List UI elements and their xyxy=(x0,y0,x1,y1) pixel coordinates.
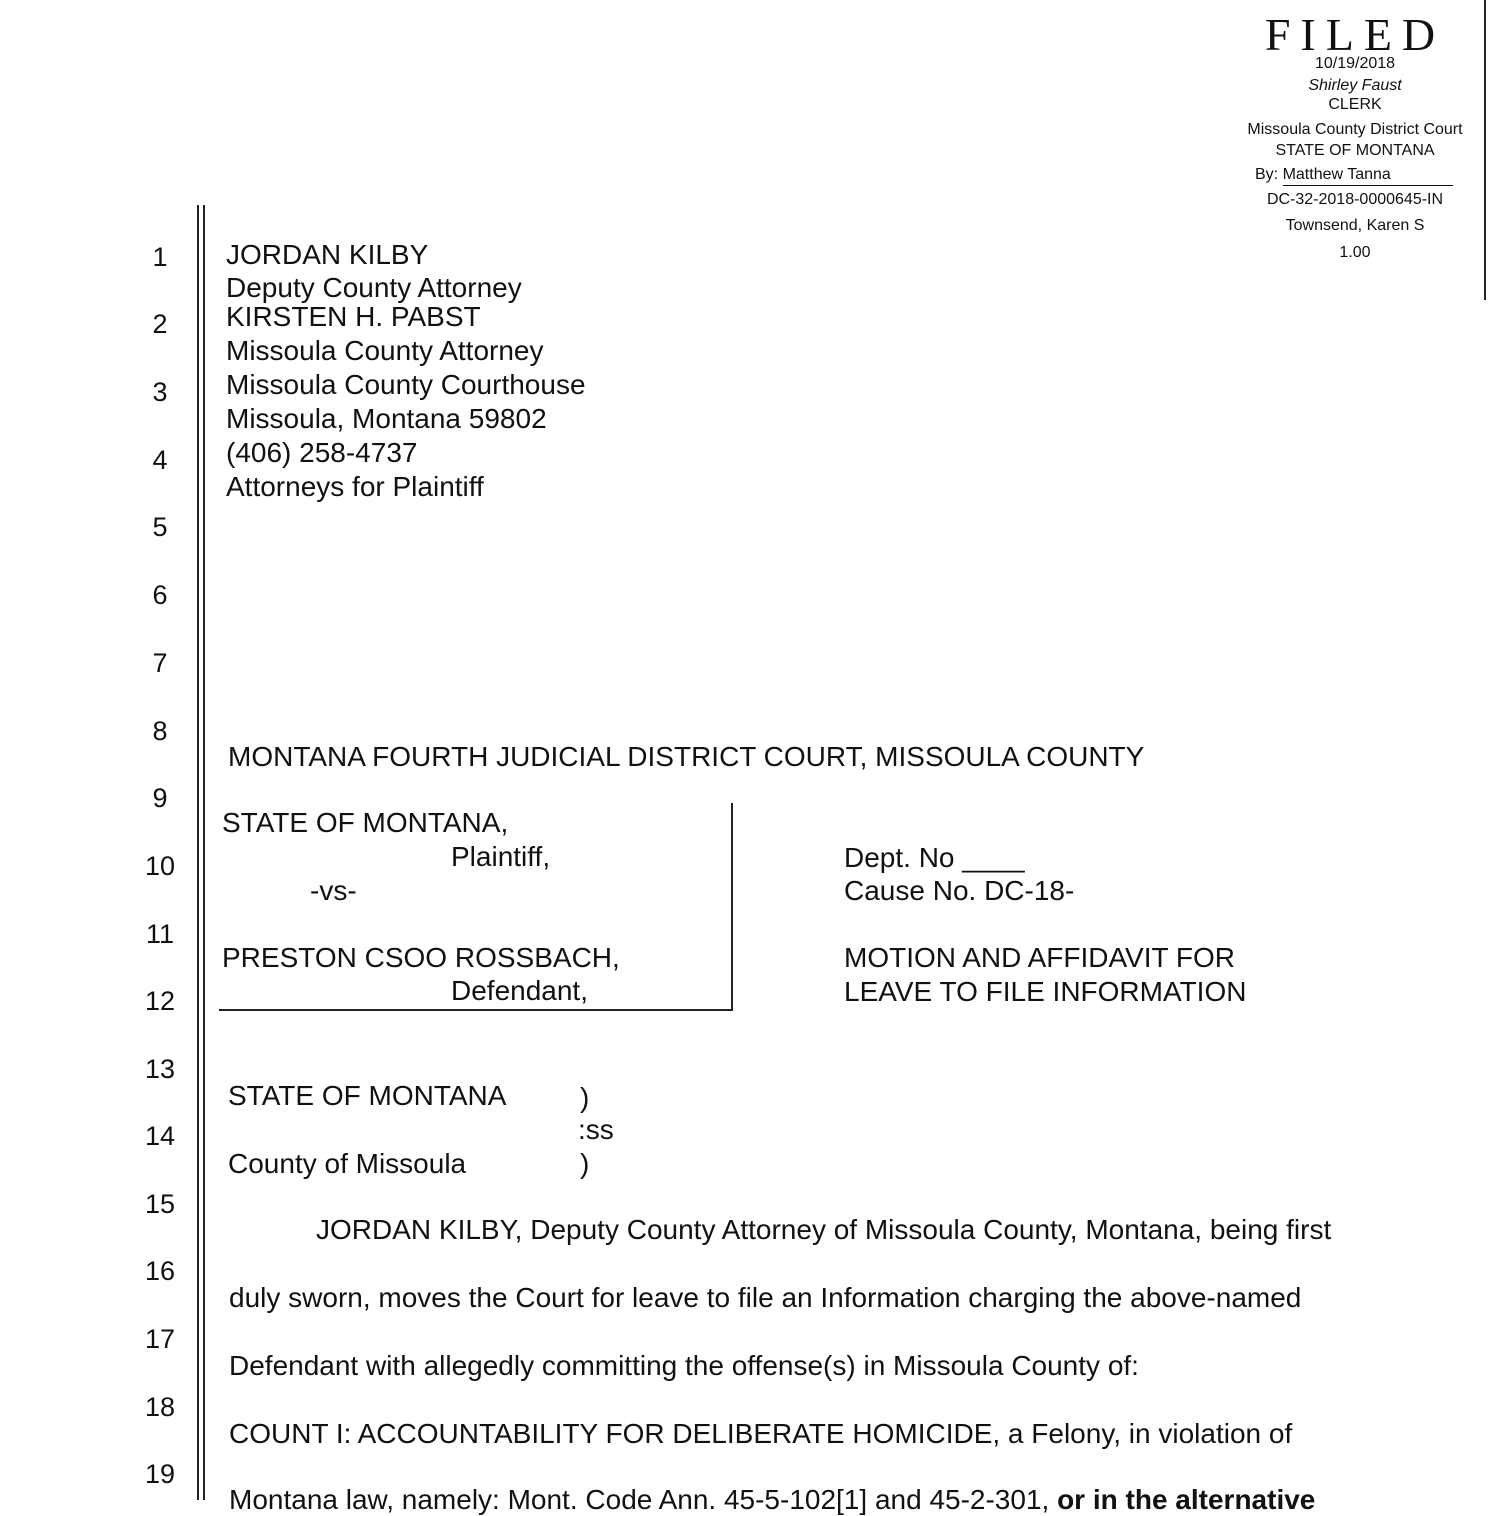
plaintiff-label: Plaintiff, xyxy=(451,841,551,872)
filed-date: 10/19/2018 xyxy=(1314,55,1396,72)
line-number: 12 xyxy=(144,986,176,1016)
attorney-line: (406) 258-4737 xyxy=(226,437,418,468)
line-number: 9 xyxy=(152,783,168,813)
line-number: 10 xyxy=(144,851,176,881)
line-number: 19 xyxy=(144,1459,176,1489)
attorney-line: Missoula County Courthouse xyxy=(226,369,586,400)
line-number: 4 xyxy=(152,445,168,475)
attorney-line: JORDAN KILBY xyxy=(226,239,429,270)
document-title-line2: LEAVE TO FILE INFORMATION xyxy=(844,976,1247,1007)
court-title: MONTANA FOURTH JUDICIAL DISTRICT COURT, MISSOULA COUNTY xyxy=(228,741,1145,772)
line-number: 5 xyxy=(152,512,168,542)
attorney-line: Attorneys for Plaintiff xyxy=(226,471,484,502)
stamp-judge: Townsend, Karen S xyxy=(1285,217,1425,234)
body-line: Defendant with allegedly committing the offense(s) in Missoula County of: xyxy=(229,1350,1139,1381)
body-line: duly sworn, moves the Court for leave to file an Information charging the above-named xyxy=(229,1282,1302,1313)
body-line: JORDAN KILBY, Deputy County Attorney of Missoula County, Montana, being first xyxy=(316,1214,1332,1245)
stamp-court: Missoula County District Court xyxy=(1247,121,1463,138)
line-number: 18 xyxy=(144,1392,176,1422)
line-number: 8 xyxy=(152,716,168,746)
caption-side-rule xyxy=(731,803,733,1011)
document-title-line1: MOTION AND AFFIDAVIT FOR xyxy=(844,942,1235,973)
venue-paren: ) xyxy=(580,1082,590,1113)
line-number: 13 xyxy=(144,1054,176,1084)
clerk-title: CLERK xyxy=(1328,96,1382,113)
cause-number: Cause No. DC-18- xyxy=(844,875,1075,906)
defendant-label: Defendant, xyxy=(451,975,588,1006)
line-number: 3 xyxy=(152,377,168,407)
stamp-case-id: DC-32-2018-0000645-IN xyxy=(1266,191,1444,208)
line-number: 2 xyxy=(152,309,168,339)
filed-heading: FILED xyxy=(1264,9,1446,60)
line-number: 11 xyxy=(145,919,175,949)
plaintiff-name: STATE OF MONTANA, xyxy=(222,807,509,838)
attorney-line: Missoula County Attorney xyxy=(226,335,544,366)
line-number: 7 xyxy=(152,648,168,678)
line-number: 15 xyxy=(144,1189,176,1219)
stamp-by xyxy=(1255,165,1500,186)
venue-county: County of Missoula xyxy=(228,1148,467,1179)
body-line xyxy=(229,1484,1315,1516)
venue-ss: :ss xyxy=(578,1114,614,1145)
alternative-text: or in the alternative xyxy=(1057,1484,1316,1515)
line-number: 16 xyxy=(144,1256,176,1286)
dept-number: Dept. No ____ xyxy=(844,842,1025,873)
venue-paren: ) xyxy=(580,1148,590,1179)
venue-state: STATE OF MONTANA xyxy=(228,1080,507,1111)
stamp-state: STATE OF MONTANA xyxy=(1275,142,1435,159)
by-name: Matthew Tanna xyxy=(1283,165,1453,186)
caption-bottom-rule xyxy=(219,1009,733,1011)
statute-text: Montana law, namely: Mont. Code Ann. 45-5-102[1] and 45-2-301, xyxy=(229,1484,1058,1515)
attorney-line: Deputy County Attorney xyxy=(226,272,522,303)
line-number: 14 xyxy=(144,1121,176,1151)
by-label: By: xyxy=(1255,166,1279,183)
clerk-name: Shirley Faust xyxy=(1308,77,1402,94)
versus: -vs- xyxy=(310,875,357,906)
defendant-name: PRESTON CSOO ROSSBACH, xyxy=(222,942,620,973)
margin-line-right xyxy=(203,205,205,1500)
attorney-line: KIRSTEN H. PABST xyxy=(226,301,481,332)
stamp-fee: 1.00 xyxy=(1339,244,1371,261)
line-number: 6 xyxy=(152,580,168,610)
body-line: COUNT I: ACCOUNTABILITY FOR DELIBERATE HOMICIDE, a Felony, in violation of xyxy=(229,1418,1293,1449)
attorney-line: Missoula, Montana 59802 xyxy=(226,403,547,434)
line-number: 1 xyxy=(152,242,168,272)
line-number: 17 xyxy=(144,1324,176,1354)
margin-line-left xyxy=(197,205,199,1500)
right-border xyxy=(1484,0,1486,300)
